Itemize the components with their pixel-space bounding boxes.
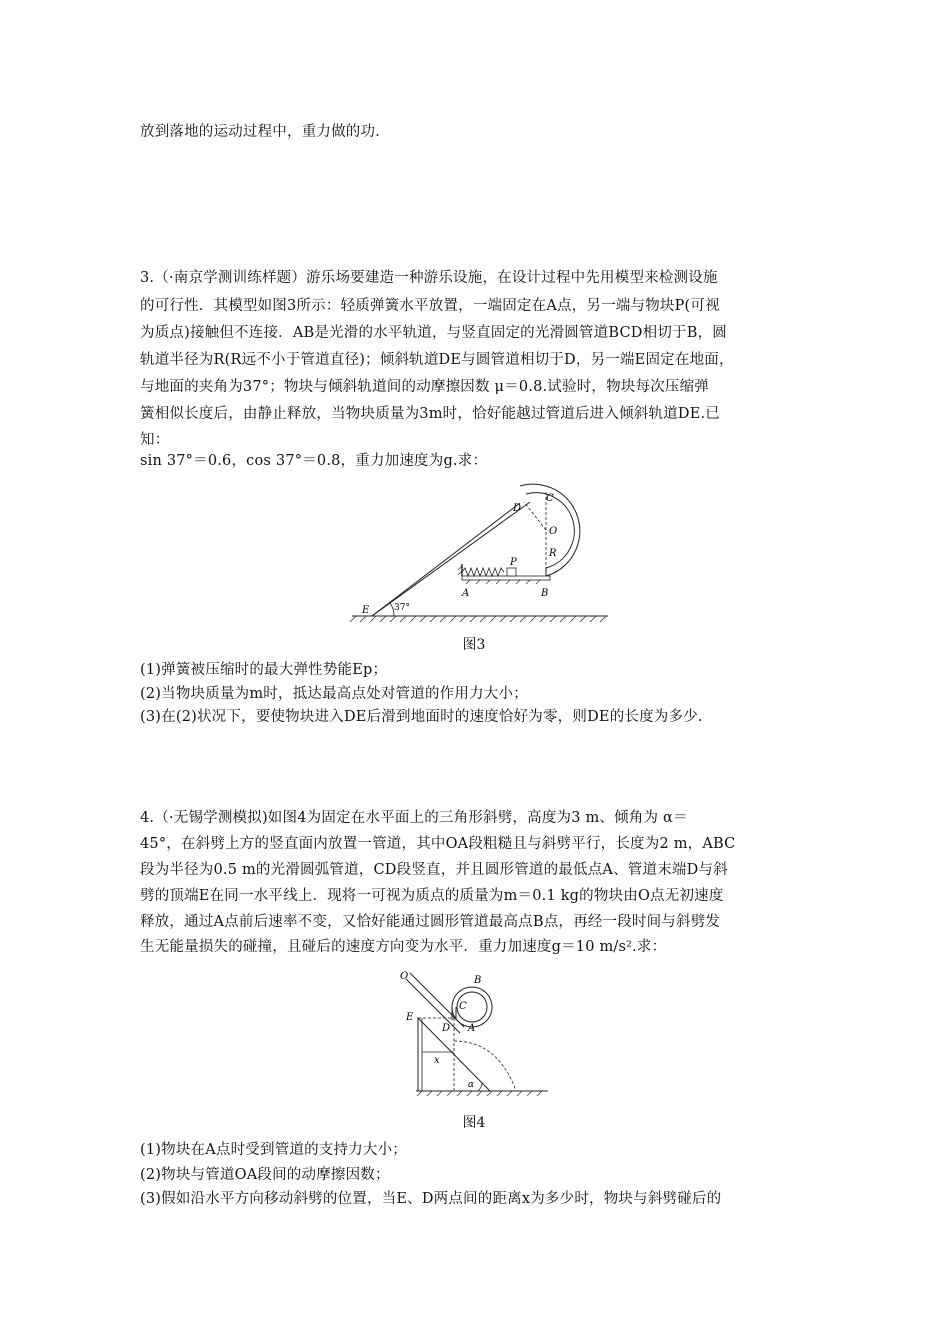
q3-line: sin 37°＝0.6，cos 37°＝0.8，重力加速度为g.求： [140,453,488,469]
q4-part: (3)假如沿水平方向移动斜劈的位置，当E、D两点间的距离x为多少时，物块与斜劈碰后的 [140,1191,722,1207]
platform [462,576,550,580]
label-d: D [442,1023,451,1034]
q4-line: 生无能量损失的碰撞，且碰后的速度方向变为水平．重力加速度g＝10 m/s².求： [140,939,667,955]
label-alpha: α [468,1080,475,1090]
q3-part: (2)当物块质量为m时，抵达最高点处对管道的作用力大小； [140,686,528,702]
q3-line: 3.（·南京学测训练样题）游乐场要建造一种游乐设施，在设计过程中先用模型来检测设施 [140,270,718,286]
q4-line: 劈的顶端E在同一水平线上．现将一可视为质点的质量为m＝0.1 kg的物块由O点无初速度 [140,888,724,904]
label-x: x [434,1055,440,1066]
q4-part: (2)物块与管道OA段间的动摩擦因数； [140,1167,390,1183]
q3-part: (3)在(2)状况下，要使物块进入DE后滑到地面时的速度恰好为零，则DE的长度为多少. [140,709,703,725]
block-p [507,568,516,576]
label-e: E [406,1012,414,1023]
label-p: P [510,557,517,568]
incline-de [372,503,520,616]
q3-line: 为质点)接触但不连接．AB是光滑的水平轨道，与竖直固定的光滑圆管道BCD相切于B，圆 [140,325,727,341]
circular-pipe [452,987,492,1027]
spring [462,568,504,576]
label-b: B [474,975,482,986]
label-a: A [462,588,470,599]
q3-line: 的可行性．其模型如图3所示：轻质弹簧水平放置，一端固定在A点，另一端与物块P(可视 [140,298,720,314]
label-e: E [362,605,370,616]
figure-3 [350,476,610,626]
q3-line: 轨道半径为R(R远不小于管道直径)；倾斜轨道DE与圆管道相切于D，另一端E固定在地面， [140,352,734,368]
q3-part: (1)弹簧被压缩时的最大弹性势能Ep； [140,662,388,678]
label-o: O [549,526,558,537]
q3-line: 簧相似长度后，由静止释放，当物块质量为3m时，恰好能越过管道后进入倾斜轨道DE.已 [140,406,720,422]
q4-line: 4.（·无锡学测模拟)如图4为固定在水平面上的三角形斜劈，高度为3 m、倾角为 α＝ [140,810,688,826]
q3-line: 与地面的夹角为37°；物块与倾斜轨道间的动摩擦因数 μ＝0.8.试验时，物块每次压缩弹 [140,379,709,395]
figure-3-caption: 图3 [462,637,486,653]
lead-text: 放到落地的运动过程中，重力做的功. [140,124,381,140]
ground [350,616,608,622]
label-r: R [549,548,557,559]
q4-line: 释放，通过A点前后速率不变，又恰好能通过圆形管道最高点B点，再经一段时间与斜劈发 [140,914,721,930]
label-b: B [541,588,549,599]
label-c: C [459,1001,467,1012]
label-a: A [468,1023,476,1034]
q4-line: 45°，在斜劈上方的竖直面内放置一管道，其中OA段粗糙且与斜劈平行，长度为2 m，ABC [140,836,736,852]
label-o: O [400,971,409,982]
label-c: C [546,493,554,504]
q3-line: 知： [140,432,170,448]
q4-line: 段为半径为0.5 m的光滑圆弧管道，CD段竖直，并且圆形管道的最低点A、管道末端D与斜 [140,862,728,878]
figure-4 [398,963,558,1103]
q4-part: (1)物块在A点时受到管道的支持力大小； [140,1142,408,1158]
label-angle: 37° [394,603,410,613]
figure-4-caption: 图4 [462,1115,486,1131]
label-d: D [513,503,522,514]
